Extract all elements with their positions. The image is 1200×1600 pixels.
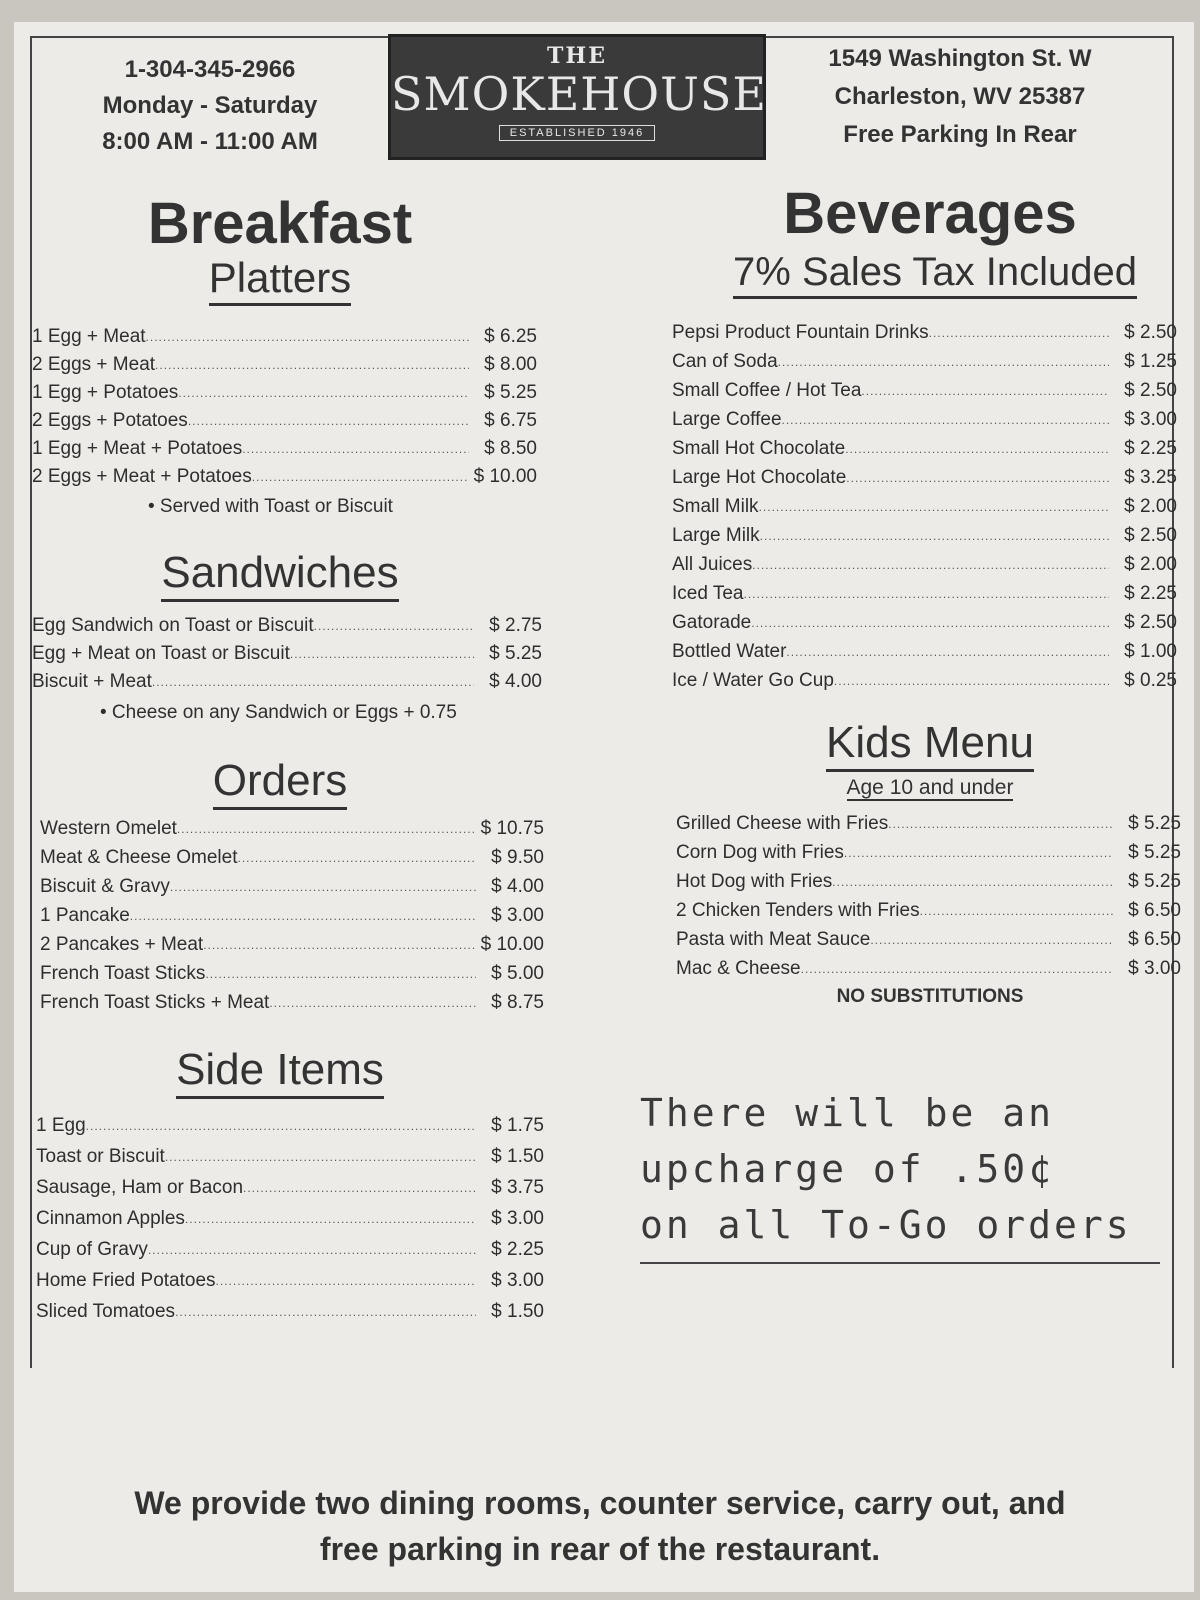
item-price: $ 5.25 [1128, 842, 1181, 863]
item-price: $ 2.00 [1124, 496, 1177, 517]
item-name: Biscuit + Meat [32, 671, 152, 692]
item-name: Can of Soda [672, 351, 778, 372]
item-price: $ 3.75 [491, 1177, 544, 1198]
logo-established: ESTABLISHED 1946 [499, 125, 656, 141]
list-item [36, 1205, 544, 1233]
list-item [36, 1174, 544, 1202]
dot-leader [290, 640, 474, 668]
dot-leader [760, 522, 1109, 550]
logo-name: SMOKEHOUSE [391, 67, 767, 121]
item-price: $ 2.25 [491, 1239, 544, 1260]
item-name: 1 Pancake [40, 905, 130, 926]
dot-leader [759, 493, 1109, 521]
list-item [676, 839, 1181, 867]
dot-leader [130, 902, 476, 930]
list-item [672, 406, 1177, 434]
item-price: $ 2.75 [489, 615, 542, 636]
item-name: Pasta with Meat Sauce [676, 929, 871, 950]
item-price: $ 10.00 [480, 934, 544, 955]
item-name: Small Coffee / Hot Tea [672, 380, 862, 401]
item-price: $ 2.50 [1124, 380, 1177, 401]
list-item [32, 351, 537, 379]
footer [80, 1480, 1120, 1572]
dot-leader [175, 1298, 476, 1326]
item-name: 1 Egg + Meat [32, 326, 146, 347]
item-name: Iced Tea [672, 583, 744, 604]
list-item [672, 348, 1177, 376]
list-item [40, 844, 544, 872]
dot-leader [778, 348, 1109, 376]
item-price: $ 6.25 [484, 326, 537, 347]
list-item [40, 873, 544, 901]
list-item [676, 926, 1181, 954]
open-days: Monday - Saturday [102, 92, 318, 119]
item-price: $ 8.75 [491, 992, 544, 1013]
item-price: $ 1.00 [1124, 641, 1177, 662]
footer-line-1: We provide two dining rooms, counter service, carry out, and [134, 1485, 1066, 1521]
list-item [672, 667, 1177, 695]
address-block [780, 40, 1140, 154]
list-item [672, 464, 1177, 492]
dot-leader [185, 1205, 476, 1233]
handwritten-line-3: on all To-Go orders [640, 1203, 1132, 1247]
list-item [672, 319, 1177, 347]
list-item [672, 493, 1177, 521]
logo-the: THE [547, 43, 607, 69]
list-item [676, 897, 1181, 925]
item-price: $ 5.25 [1128, 871, 1181, 892]
item-name: Cinnamon Apples [36, 1208, 185, 1229]
list-item [32, 668, 542, 696]
side-items-title: Side Items [110, 1045, 450, 1095]
list-item [32, 407, 537, 435]
item-price: $ 5.00 [491, 963, 544, 984]
item-name: Grilled Cheese with Fries [676, 813, 889, 834]
item-name: 1 Egg + Meat + Potatoes [32, 438, 243, 459]
list-item [36, 1143, 544, 1171]
item-name: 2 Eggs + Meat [32, 354, 156, 375]
dot-leader [152, 668, 474, 696]
list-item [676, 955, 1181, 983]
dot-leader [314, 612, 474, 640]
dot-leader [786, 638, 1109, 666]
item-price: $ 3.00 [491, 1208, 544, 1229]
kids-menu-title: Kids Menu [780, 718, 1080, 768]
handwritten-underline [640, 1262, 1160, 1264]
item-price: $ 5.25 [1128, 813, 1181, 834]
item-price: $ 2.50 [1124, 525, 1177, 546]
dot-leader [203, 931, 476, 959]
list-item [672, 522, 1177, 550]
dot-leader [801, 955, 1113, 983]
phone-number: 1-304-345-2966 [124, 56, 296, 83]
item-name: Sausage, Ham or Bacon [36, 1177, 244, 1198]
item-price: $ 2.25 [1124, 438, 1177, 459]
item-name: Home Fried Potatoes [36, 1270, 216, 1291]
item-price: $ 2.50 [1124, 322, 1177, 343]
item-name: Large Hot Chocolate [672, 467, 847, 488]
dot-leader [861, 377, 1109, 405]
item-name: French Toast Sticks + Meat [40, 992, 270, 1013]
item-price: $ 8.00 [484, 354, 537, 375]
item-name: Gatorade [672, 612, 752, 633]
dot-leader [846, 464, 1109, 492]
dot-leader [86, 1112, 476, 1140]
restaurant-logo [388, 34, 766, 160]
list-item [40, 815, 544, 843]
item-price: $ 10.75 [480, 818, 544, 839]
item-name: 2 Eggs + Potatoes [32, 410, 188, 431]
contact-hours-block [70, 52, 350, 160]
dot-leader [243, 1174, 476, 1202]
handwritten-line-2: upcharge of .50¢ [640, 1147, 1055, 1191]
item-price: $ 1.75 [491, 1115, 544, 1136]
address-street: 1549 Washington St. W [828, 45, 1092, 72]
item-price: $ 2.50 [1124, 612, 1177, 633]
item-price: $ 2.00 [1124, 554, 1177, 575]
kids-menu-subtitle: Age 10 and under [846, 776, 1014, 799]
item-name: Ice / Water Go Cup [672, 670, 834, 691]
item-name: Egg Sandwich on Toast or Biscuit [32, 615, 314, 636]
item-price: $ 3.00 [491, 1270, 544, 1291]
dot-leader [237, 844, 476, 872]
item-name: Large Coffee [672, 409, 782, 430]
sandwiches-title: Sandwiches [100, 548, 460, 598]
dot-leader [751, 609, 1109, 637]
dot-leader [188, 407, 469, 435]
item-price: $ 6.50 [1128, 929, 1181, 950]
item-price: $ 10.00 [473, 466, 537, 487]
list-item [672, 638, 1177, 666]
item-price: $ 3.00 [1128, 958, 1181, 979]
list-item [40, 931, 544, 959]
item-price: $ 6.75 [484, 410, 537, 431]
list-item [40, 960, 544, 988]
list-item [36, 1267, 544, 1295]
item-name: Sliced Tomatoes [36, 1301, 176, 1322]
dot-leader [832, 868, 1113, 896]
list-item [32, 323, 537, 351]
item-price: $ 2.25 [1124, 583, 1177, 604]
item-name: Biscuit & Gravy [40, 876, 170, 897]
platters-title: Platters [100, 254, 460, 302]
item-name: Bottled Water [672, 641, 787, 662]
list-item [672, 377, 1177, 405]
item-name: Corn Dog with Fries [676, 842, 844, 863]
item-name: Cup of Gravy [36, 1239, 148, 1260]
dot-leader [834, 667, 1109, 695]
item-name: Meat & Cheese Omelet [40, 847, 238, 868]
list-item [36, 1298, 544, 1326]
list-item [672, 609, 1177, 637]
item-name: 1 Egg + Potatoes [32, 382, 179, 403]
dot-leader [205, 960, 476, 988]
item-price: $ 3.25 [1124, 467, 1177, 488]
dot-leader [844, 839, 1113, 867]
item-name: Pepsi Product Fountain Drinks [672, 322, 929, 343]
item-price: $ 9.50 [491, 847, 544, 868]
dot-leader [929, 319, 1109, 347]
dot-leader [782, 406, 1109, 434]
dot-leader [178, 379, 469, 407]
item-price: $ 1.25 [1124, 351, 1177, 372]
item-name: Egg + Meat on Toast or Biscuit [32, 643, 290, 664]
item-name: Small Milk [672, 496, 759, 517]
orders-title: Orders [110, 756, 450, 806]
item-price: $ 0.25 [1124, 670, 1177, 691]
list-item [36, 1236, 544, 1264]
dot-leader [148, 1236, 476, 1264]
item-name: 1 Egg [36, 1115, 86, 1136]
list-item [40, 902, 544, 930]
item-name: Western Omelet [40, 818, 177, 839]
dot-leader [920, 897, 1113, 925]
sandwiches-note: • Cheese on any Sandwich or Eggs + 0.75 [100, 702, 457, 723]
item-price: $ 6.50 [1128, 900, 1181, 921]
footer-line-2: free parking in rear of the restaurant. [319, 1531, 881, 1567]
list-item [672, 435, 1177, 463]
dot-leader [845, 435, 1109, 463]
dot-leader [165, 1143, 476, 1171]
list-item [32, 640, 542, 668]
dot-leader [155, 351, 469, 379]
item-name: 2 Eggs + Meat + Potatoes [32, 466, 252, 487]
list-item [672, 580, 1177, 608]
item-price: $ 3.00 [491, 905, 544, 926]
platters-note: • Served with Toast or Biscuit [148, 496, 393, 517]
item-price: $ 5.25 [489, 643, 542, 664]
item-price: $ 5.25 [484, 382, 537, 403]
list-item [676, 810, 1181, 838]
item-name: 2 Chicken Tenders with Fries [676, 900, 920, 921]
item-price: $ 3.00 [1124, 409, 1177, 430]
item-price: $ 4.00 [489, 671, 542, 692]
list-item [672, 551, 1177, 579]
item-name: 2 Pancakes + Meat [40, 934, 204, 955]
list-item [32, 379, 537, 407]
open-hours: 8:00 AM - 11:00 AM [102, 128, 318, 155]
item-price: $ 8.50 [484, 438, 537, 459]
dot-leader [252, 463, 469, 491]
handwritten-line-1: There will be an [640, 1091, 1055, 1135]
item-name: French Toast Sticks [40, 963, 206, 984]
no-substitutions-note: NO SUBSTITUTIONS [836, 986, 1024, 1007]
item-name: All Juices [672, 554, 753, 575]
dot-leader [146, 323, 469, 351]
item-name: Toast or Biscuit [36, 1146, 165, 1167]
item-name: Large Milk [672, 525, 760, 546]
dot-leader [177, 815, 476, 843]
dot-leader [870, 926, 1113, 954]
list-item [676, 868, 1181, 896]
dot-leader [216, 1267, 476, 1295]
list-item [32, 463, 537, 491]
item-name: Mac & Cheese [676, 958, 801, 979]
list-item [32, 435, 537, 463]
item-price: $ 4.00 [491, 876, 544, 897]
dot-leader [888, 810, 1113, 838]
breakfast-title: Breakfast [147, 191, 413, 256]
item-name: Small Hot Chocolate [672, 438, 846, 459]
item-price: $ 1.50 [491, 1301, 544, 1322]
item-name: Hot Dog with Fries [676, 871, 833, 892]
dot-leader [242, 435, 469, 463]
list-item [36, 1112, 544, 1140]
parking-note: Free Parking In Rear [843, 121, 1077, 148]
list-item [40, 989, 544, 1017]
dot-leader [269, 989, 476, 1017]
tax-note: 7% Sales Tax Included [700, 250, 1170, 295]
item-price: $ 1.50 [491, 1146, 544, 1167]
beverages-title: Beverages [783, 181, 1077, 246]
dot-leader [170, 873, 476, 901]
address-city: Charleston, WV 25387 [834, 83, 1086, 110]
list-item [32, 612, 542, 640]
dot-leader [743, 580, 1109, 608]
handwritten-note [640, 1085, 1160, 1253]
dot-leader [752, 551, 1109, 579]
